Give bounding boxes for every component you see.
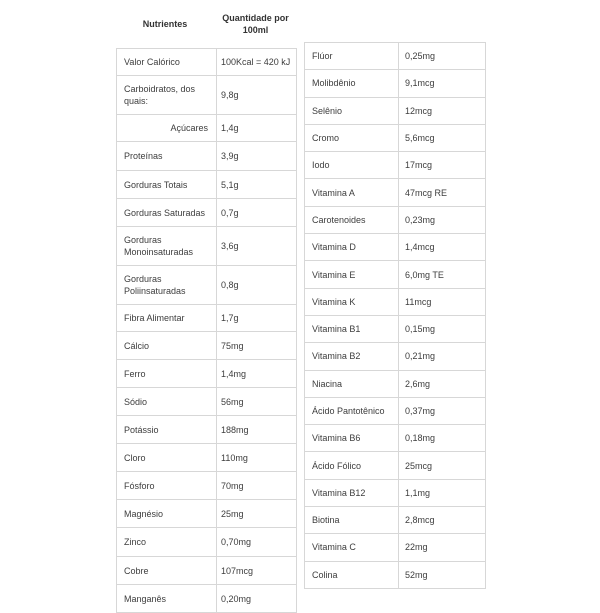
table-row-carotenoides	[304, 207, 486, 234]
nutrient-name: Vitamina C	[305, 534, 399, 560]
table-row-acido-pantotenico	[304, 398, 486, 425]
nutrient-value: 0,23mg	[405, 214, 436, 225]
nutrient-value: 0,15mg	[405, 324, 436, 335]
nutrient-value: 107mcg	[221, 565, 254, 576]
table-row-vitamina-b1	[304, 316, 486, 343]
nutrient-value: 3,9g	[221, 151, 239, 161]
nutrient-name: Iodo	[305, 152, 399, 178]
nutrient-name: Fibra Alimentar	[117, 305, 217, 331]
table-row-vitamina-k	[304, 289, 486, 316]
table-row-calcio	[116, 332, 297, 360]
table-row-gorduras-monoinsaturadas	[116, 227, 297, 266]
nutrient-name: Ácido Fólico	[305, 452, 399, 478]
nutrient-name: Niacina	[305, 371, 399, 397]
nutrient-name: Gorduras Poliinsaturadas	[117, 266, 217, 304]
table-row-fibra-alimentar	[116, 305, 297, 332]
nutrient-value: 9,8g	[221, 90, 239, 100]
nutrient-value: 56mg	[221, 396, 244, 407]
nutrient-value: 47mcg RE	[405, 187, 448, 198]
table-row-acido-folico	[304, 452, 486, 479]
table-row-vitamina-c	[304, 534, 486, 561]
nutrient-name: Vitamina K	[305, 289, 399, 315]
nutrient-value: 1,4mg	[221, 368, 247, 379]
nutrient-name: Carotenoides	[305, 207, 399, 233]
nutrient-value: 3,6g	[221, 241, 239, 251]
nutrient-name: Cromo	[305, 125, 399, 151]
nutrient-name: Magnésio	[117, 500, 217, 527]
nutrient-value: 2,6mg	[405, 378, 431, 389]
table-row-gorduras-saturadas	[116, 199, 297, 227]
table-row-vitamina-a	[304, 179, 486, 206]
nutrient-value: 0,37mg	[405, 406, 436, 416]
nutrient-name: Ferro	[117, 360, 217, 387]
nutrient-name: Molibdênio	[305, 70, 399, 96]
nutrient-value: 0,21mg	[405, 351, 436, 362]
table-row-gorduras-poliinsaturadas	[116, 266, 297, 305]
nutrient-name: Cobre	[117, 557, 217, 584]
nutrient-name: Sódio	[117, 388, 217, 415]
nutrient-name: Vitamina B12	[305, 480, 399, 506]
nutrient-name: Colina	[305, 562, 399, 588]
nutrient-value: 17mcg	[405, 160, 433, 171]
table-row-vitamina-e	[304, 261, 486, 288]
table-row-selenio	[304, 98, 486, 125]
nutrient-value: 0,25mg	[405, 51, 436, 62]
nutrient-value: 1,4mcg	[405, 242, 435, 253]
table-row-manganes	[116, 585, 297, 613]
table-row-ferro	[116, 360, 297, 388]
header-quantity: Quantidade por 100ml	[222, 13, 289, 35]
nutrient-value: 0,7g	[221, 207, 239, 218]
table-row-vitamina-b2	[304, 343, 486, 370]
table-row-fluor	[304, 43, 486, 70]
left-table-rows	[116, 48, 297, 613]
nutrient-value: 9,1mcg	[405, 78, 435, 89]
nutrient-value: 0,8g	[221, 280, 239, 290]
nutrient-value: 0,18mg	[405, 433, 436, 444]
nutrient-name: Gorduras Saturadas	[117, 199, 217, 226]
nutrient-name: Gorduras Totais	[117, 171, 217, 198]
table-row-cloro	[116, 444, 297, 472]
table-row-iodo	[304, 152, 486, 179]
table-row-zinco	[116, 528, 297, 557]
nutrient-name: Flúor	[305, 43, 399, 69]
nutrient-value: 6,0mg TE	[405, 269, 444, 280]
nutrient-name: Vitamina B6	[305, 425, 399, 451]
table-row-valor-calorico	[116, 49, 297, 76]
table-row-niacina	[304, 371, 486, 398]
nutrient-value: 0,20mg	[221, 593, 252, 604]
nutrition-table-left	[116, 10, 297, 613]
nutrient-name: Cálcio	[117, 332, 217, 359]
table-row-vitamina-b6	[304, 425, 486, 452]
nutrient-name: Fósforo	[117, 472, 217, 499]
nutrient-name: Potássio	[117, 416, 217, 443]
nutrient-value: 1,1mg	[405, 487, 431, 498]
table-row-cromo	[304, 125, 486, 152]
table-row-colina	[304, 562, 486, 589]
nutrient-name: Zinco	[117, 528, 217, 556]
nutrient-value: 70mg	[221, 480, 244, 491]
nutrition-table-right	[304, 42, 486, 589]
table-header	[116, 10, 297, 38]
nutrient-value: 2,8mcg	[405, 515, 435, 526]
nutrient-name: Carboidratos, dos quais:	[117, 76, 217, 114]
nutrient-name: Ácido Pantotênico	[305, 398, 399, 424]
nutrient-name: Cloro	[117, 444, 217, 471]
nutrient-value: 100Kcal = 420 kJ	[221, 57, 291, 67]
nutrient-name: Vitamina B1	[305, 316, 399, 342]
nutrient-name: Vitamina E	[305, 261, 399, 287]
nutrient-value: 25mcg	[405, 460, 433, 471]
nutrient-name: Manganês	[117, 585, 217, 612]
nutrient-value: 110mg	[221, 452, 248, 463]
nutrient-value: 5,1g	[221, 179, 239, 190]
nutrient-value: 5,6mcg	[405, 133, 435, 144]
table-row-potassio	[116, 416, 297, 444]
table-row-vitamina-d	[304, 234, 486, 261]
table-row-gorduras-totais	[116, 171, 297, 199]
nutrient-name: Açúcares	[117, 115, 217, 141]
nutrient-name: Gorduras Monoinsaturadas	[117, 227, 217, 265]
nutrient-value: 1,4g	[221, 123, 239, 133]
table-row-molibdenio	[304, 70, 486, 97]
nutrient-name: Proteínas	[117, 142, 217, 170]
nutrient-value: 52mg	[405, 569, 428, 580]
nutrient-value: 11mcg	[405, 296, 432, 307]
table-row-acucares	[116, 115, 297, 142]
table-row-vitamina-b12	[304, 480, 486, 507]
table-row-carboidratos-dos-quais	[116, 76, 297, 115]
nutrient-name: Vitamina D	[305, 234, 399, 260]
nutrient-value: 1,7g	[221, 313, 239, 323]
table-row-fosforo	[116, 472, 297, 500]
nutrient-value: 0,70mg	[221, 537, 252, 547]
table-row-magnesio	[116, 500, 297, 528]
nutrient-name: Valor Calórico	[117, 49, 217, 75]
table-row-proteinas	[116, 142, 297, 171]
nutrient-name: Biotina	[305, 507, 399, 533]
nutrient-value: 22mg	[405, 542, 428, 553]
table-row-biotina	[304, 507, 486, 534]
table-row-cobre	[116, 557, 297, 585]
nutrient-value: 188mg	[221, 424, 249, 435]
nutrient-name: Vitamina B2	[305, 343, 399, 369]
nutrient-name: Vitamina A	[305, 179, 399, 205]
nutrient-value: 25mg	[221, 508, 244, 519]
nutrient-value: 75mg	[221, 340, 244, 351]
nutrient-value: 12mcg	[405, 105, 433, 116]
nutrient-name: Selênio	[305, 98, 399, 124]
table-row-sodio	[116, 388, 297, 416]
header-nutrients: Nutrientes	[142, 19, 188, 29]
